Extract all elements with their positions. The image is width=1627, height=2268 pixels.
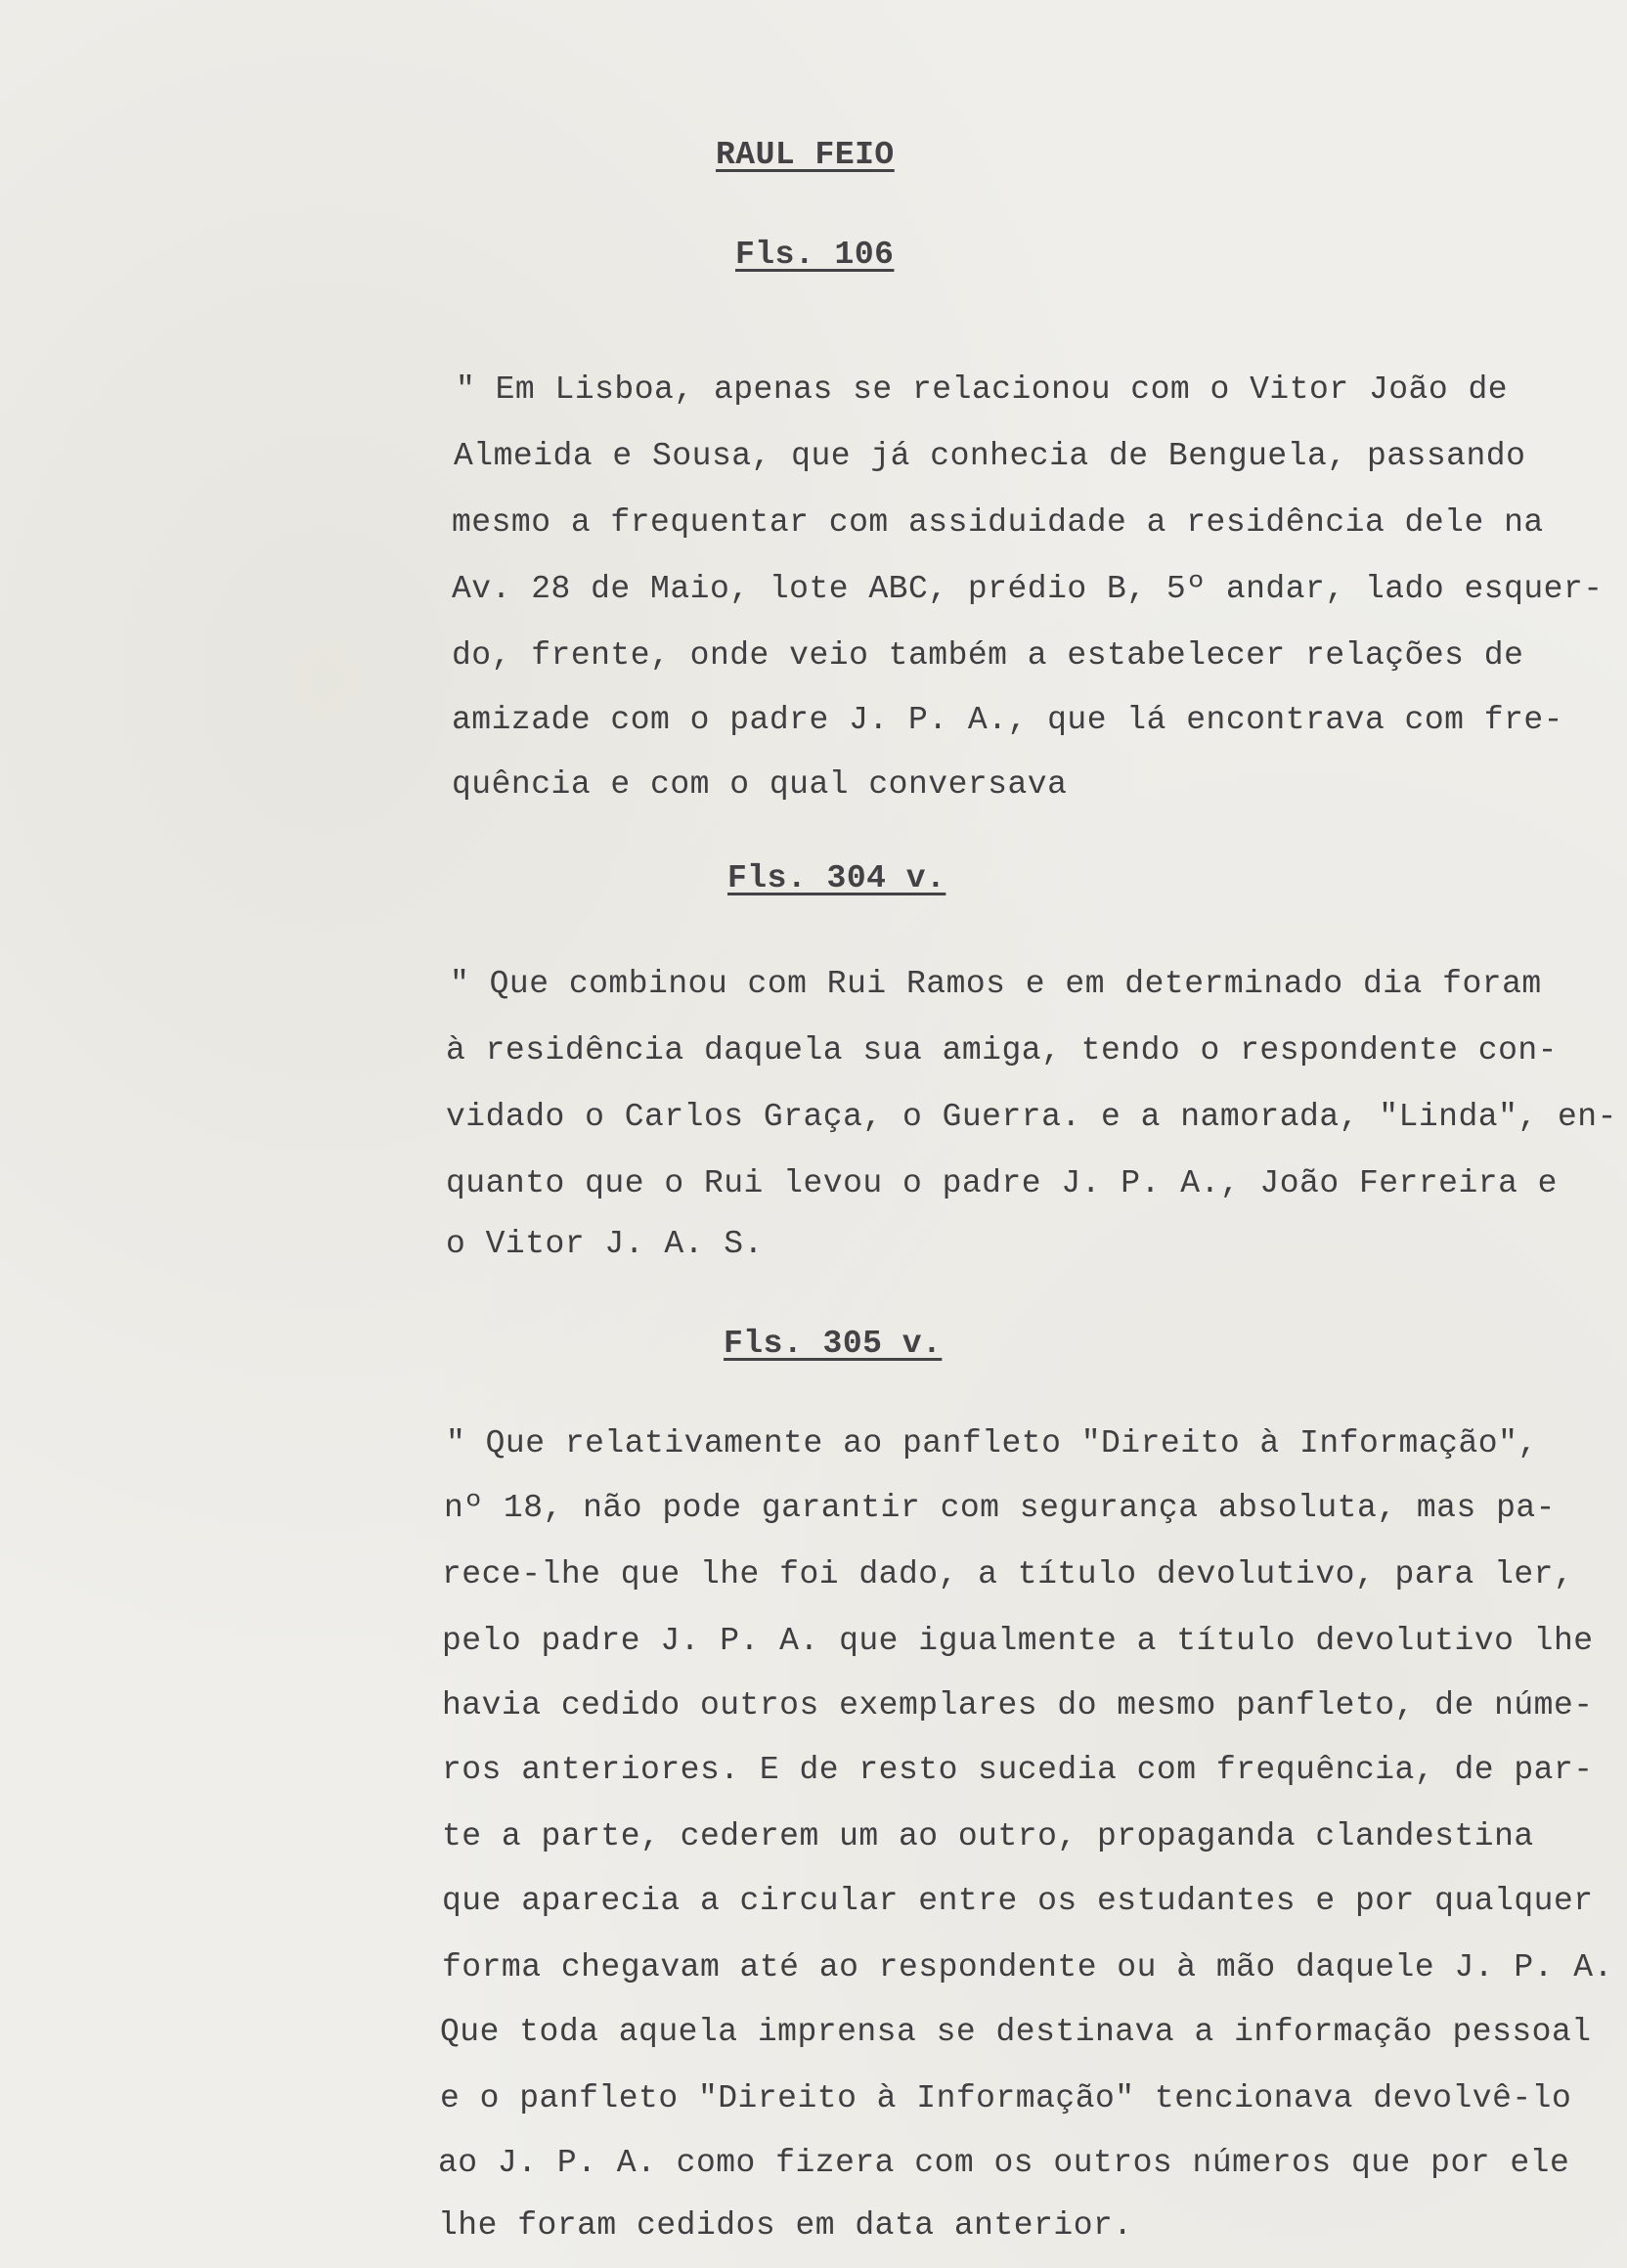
paragraph-line: vidado o Carlos Graça, o Guerra. e a namorada, "Linda", en- [446,1099,1617,1135]
paragraph-line: que aparecia a circular entre os estudantes e por qualquer [442,1883,1594,1919]
paragraph-line: " Em Lisboa, apenas se relacionou com o Vitor João de [456,371,1509,408]
paragraph-line: Almeida e Sousa, que já conhecia de Benguela, passando [454,438,1526,474]
paragraph-line: pelo padre J. P. A. que igualmente a título devolutivo lhe [442,1623,1594,1659]
paragraph-line: quência e com o qual conversava [452,766,1068,803]
paragraph-line: Av. 28 de Maio, lote ABC, prédio B, 5º andar, lado esquer- [452,571,1604,607]
section-heading-fls-304-v: Fls. 304 v. [727,860,946,896]
section-heading-fls-305-v: Fls. 305 v. [724,1326,943,1362]
paragraph-line: " Que relativamente ao panfleto "Direito à Informação", [446,1425,1538,1461]
paragraph-line: havia cedido outros exemplares do mesmo panfleto, de núme- [442,1687,1594,1723]
paragraph-line: ros anteriores. E de resto sucedia com frequência, de par- [442,1752,1594,1788]
paragraph-line: rece-lhe que lhe foi dado, a título devolutivo, para ler, [442,1556,1574,1592]
paragraph-line: do, frente, onde veio também a estabelecer relações de [452,637,1524,674]
paragraph-line: " Que combinou com Rui Ramos e em determinado dia foram [450,966,1542,1002]
paragraph-line: amizade com o padre J. P. A., que lá encontrava com fre- [452,702,1563,738]
section-heading-fls-106: Fls. 106 [735,237,895,273]
paragraph-line: o Vitor J. A. S. [446,1226,764,1262]
paragraph-line: te a parte, cederem um ao outro, propaganda clandestina [442,1818,1534,1854]
paragraph-line: lhe foram cedidos em data anterior. [438,2207,1133,2244]
document-title: RAUL FEIO [716,137,895,173]
paragraph-line: forma chegavam até ao respondente ou à mão daquele J. P. A. [442,1949,1613,1985]
paragraph-line: ao J. P. A. como fizera com os outros números que por ele [438,2145,1570,2181]
paragraph-line: e o panfleto "Direito à Informação" tencionava devolvê-lo [440,2080,1572,2116]
paragraph-line: quanto que o Rui levou o padre J. P. A., João Ferreira e [446,1165,1558,1201]
paragraph-line: à residência daquela sua amiga, tendo o respondente con- [446,1032,1558,1069]
paragraph-line: Que toda aquela imprensa se destinava a informação pessoal [440,2014,1592,2050]
paragraph-line: mesmo a frequentar com assiduidade a residência dele na [452,504,1544,541]
paragraph-line: nº 18, não pode garantir com segurança absoluta, mas pa- [444,1490,1556,1526]
